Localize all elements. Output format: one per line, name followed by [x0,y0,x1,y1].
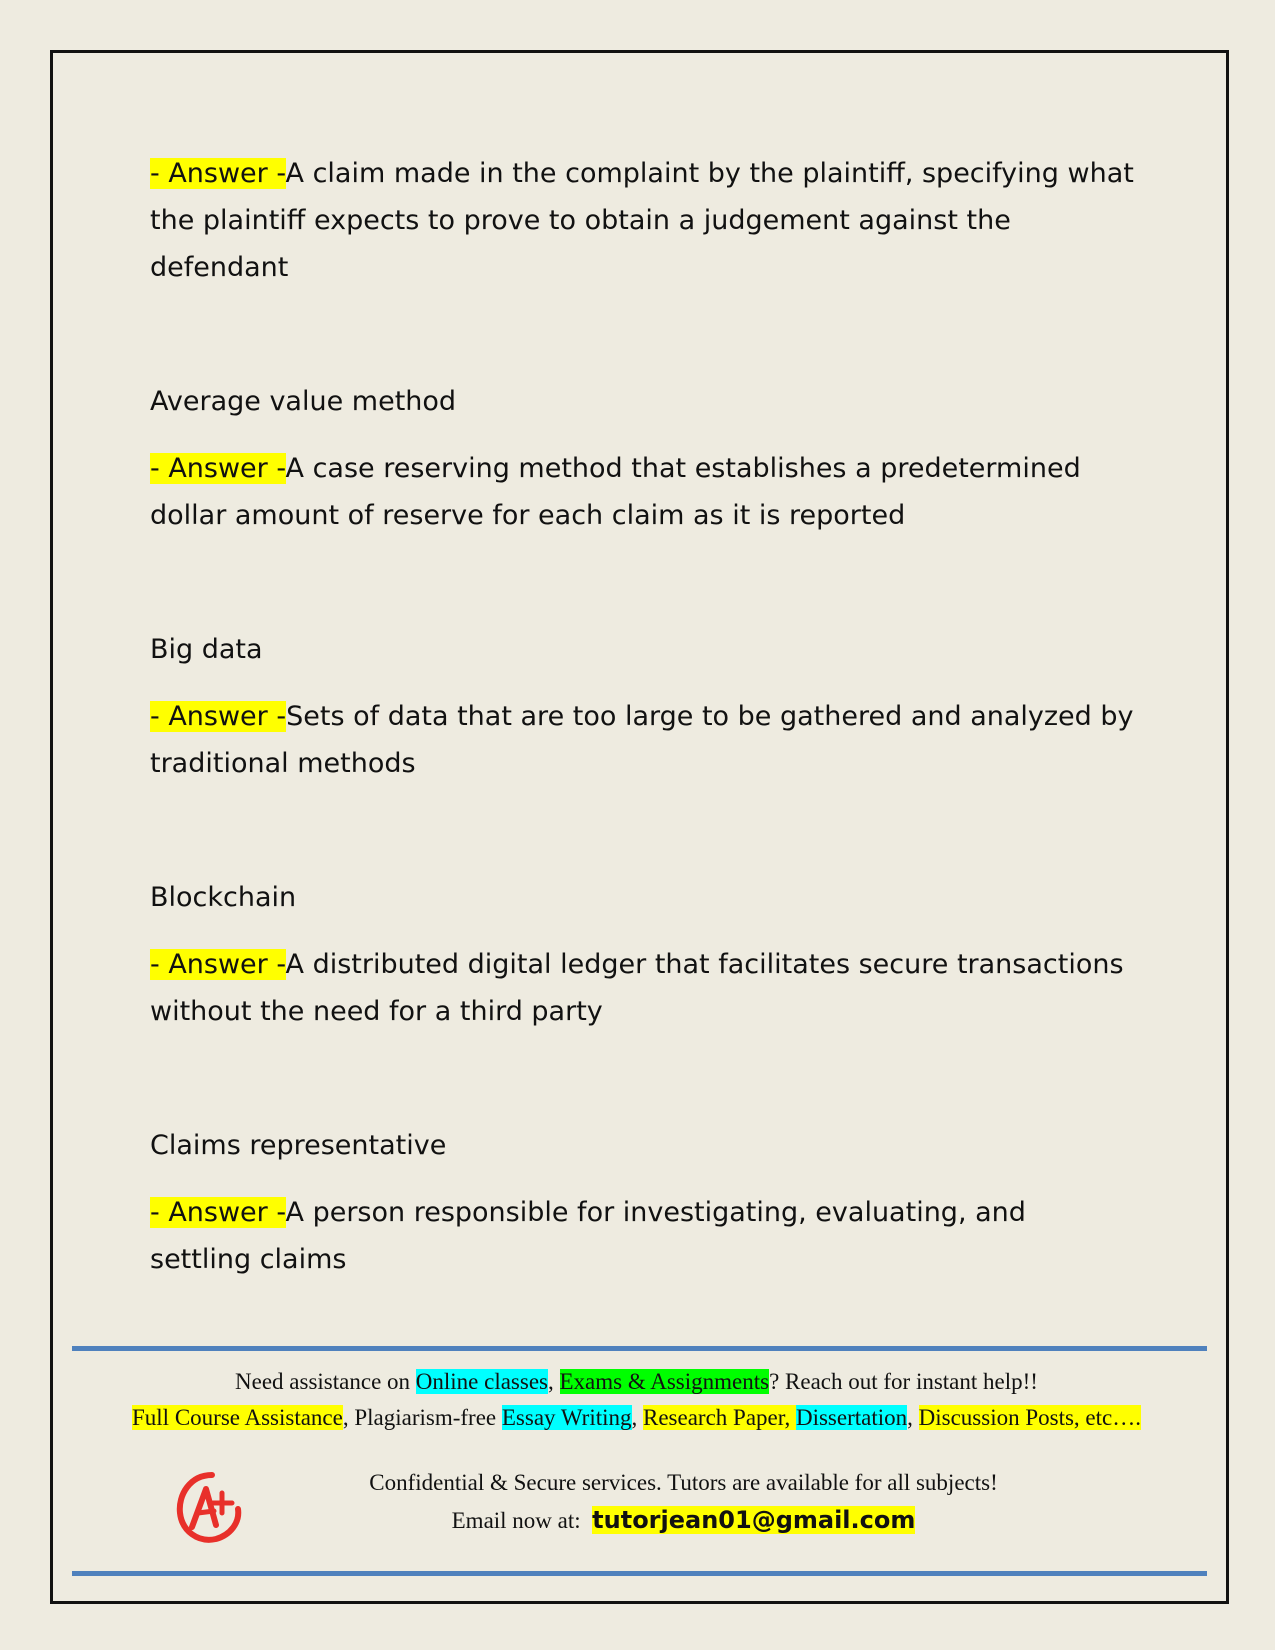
promo-text: , [548,1369,560,1394]
answer-body: A distributed digital ledger that facilitates secure transactions without the need for a third party [150,949,1124,1027]
answer-text [150,1189,1135,1283]
promo-text: Need assistance on [235,1369,416,1394]
promo-essay-writing: Essay Writing [501,1405,632,1430]
footer-top-rule [72,1346,1207,1351]
answer-body: A claim made in the complaint by the plaintiff, specifying what the plaintiff expects to prove to obtain a judgement against the defendant [150,158,1134,283]
answer-body: A person responsible for investigating, evaluating, and settling claims [150,1197,1026,1275]
footer-bottom-rule [72,1571,1207,1576]
answer-label: - Answer - [150,701,287,732]
entry [150,378,1135,539]
promo-exams-assignments: Exams & Assignments [559,1369,770,1394]
answer-text [150,693,1135,787]
answer-label: - Answer - [150,949,286,980]
flashcard-list [150,150,1135,1283]
entry [150,150,1135,291]
promo-discussion-posts: Discussion Posts, etc…. [918,1405,1141,1430]
term-title: Average value method [150,386,457,417]
answer-body: Sets of data that are too large to be gathered and analyzed by traditional methods [150,701,1134,779]
promo-text: , [907,1405,919,1430]
promo-dissertation: Dissertation [795,1405,908,1430]
answer-label: - Answer - [150,453,286,484]
promo-text: , Plagiarism-free [342,1405,502,1430]
promo-full-course: Full Course Assistance [132,1405,343,1430]
email-label: Email now at: [451,1508,581,1533]
promo-research-paper: Research Paper, [643,1405,796,1430]
term-title: Big data [150,634,263,665]
email-address[interactable]: tutorjean01@gmail.com [592,1506,916,1534]
answer-body: A case reserving method that establishes a predetermined dollar amount of reserve for each claim as it is reported [150,453,1081,531]
a-plus-grade-icon [172,1467,248,1547]
entry [150,626,1135,787]
footer-confidential-line [100,1465,1267,1501]
promo-text: ? Reach out for instant help!! [769,1369,1038,1394]
footer-email-line [100,1502,1267,1539]
answer-label: - Answer - [150,1197,286,1228]
promo-online-classes: Online classes [415,1369,548,1394]
footer-promo-line-1 [53,1364,1220,1400]
footer-promo-line-2 [53,1400,1220,1436]
confidential-text: Confidential & Secure services. Tutors are available for all subjects! [369,1470,998,1495]
answer-label: - Answer - [150,158,286,189]
entry [150,874,1135,1035]
term-title: Blockchain [150,882,297,913]
answer-text [150,445,1135,539]
promo-text: , [631,1405,643,1430]
entry [150,1122,1135,1283]
answer-text [150,150,1135,291]
term-title: Claims representative [150,1130,447,1161]
answer-text [150,941,1135,1035]
